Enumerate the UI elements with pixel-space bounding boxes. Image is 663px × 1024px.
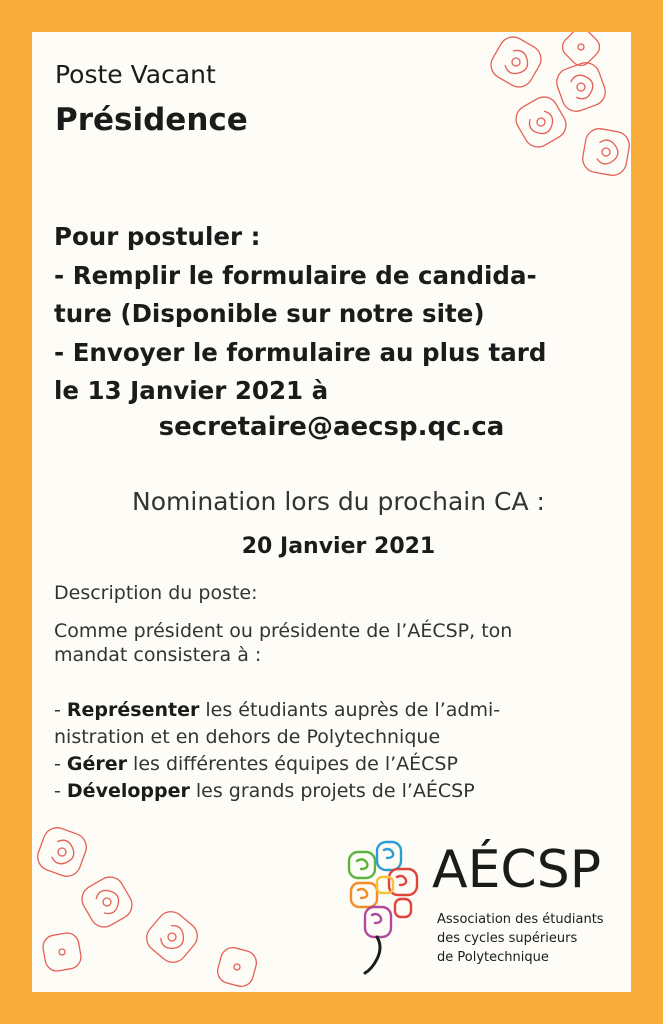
logo-subtitle-line-3: de Polytechnique — [437, 950, 549, 965]
logo-subtitle — [437, 910, 604, 967]
duty-keyword: Développer — [66, 780, 190, 802]
duty-line — [54, 751, 500, 778]
duty-line — [54, 778, 500, 805]
nomination-label: Nomination lors du prochain CA : — [132, 487, 545, 516]
duty-prefix: - — [54, 753, 67, 775]
apply-instructions — [54, 218, 546, 411]
poster-paper — [32, 32, 631, 992]
description-line-1: Comme président ou présidente de l’AÉCSP, ton — [54, 620, 513, 642]
aecsp-logo-icon — [337, 837, 432, 977]
duty-text: les différentes équipes de l’AÉCSP — [127, 753, 458, 775]
duty-keyword: Gérer — [66, 753, 128, 775]
apply-line-2: - Remplir le formulaire de candida- — [54, 260, 537, 290]
poster-title: Présidence — [55, 102, 248, 138]
duty-line — [54, 724, 500, 751]
apply-line-1: Pour postuler : — [54, 222, 261, 251]
duty-text: les étudiants auprès de l’admi- — [199, 699, 501, 721]
apply-line-5: le 13 Janvier 2021 à — [54, 376, 329, 405]
ornament-top-right — [431, 32, 631, 232]
duties-list — [54, 697, 500, 805]
description-text — [54, 619, 512, 667]
contact-email: secretaire@aecsp.qc.ca — [158, 412, 505, 442]
apply-line-4: - Envoyer le formulaire au plus tard — [54, 337, 547, 367]
poster-kicker: Poste Vacant — [55, 60, 216, 89]
logo-subtitle-line-2: des cycles supérieurs — [437, 931, 578, 946]
description-heading: Description du poste: — [54, 582, 258, 604]
duty-line — [54, 697, 500, 724]
duty-prefix: - — [54, 699, 67, 721]
duty-text: nistration et en dehors de Polytechnique — [54, 726, 441, 748]
duty-keyword: Représenter — [66, 699, 200, 721]
logo-subtitle-line-1: Association des étudiants — [437, 912, 604, 927]
description-line-2: mandat consistera à : — [54, 644, 262, 666]
duty-prefix: - — [54, 780, 67, 802]
apply-line-3: ture (Disponible sur notre site) — [54, 299, 485, 328]
ornament-bottom-left — [32, 792, 272, 992]
duty-text: les grands projets de l’AÉCSP — [189, 780, 475, 802]
nomination-date: 20 Janvier 2021 — [241, 534, 436, 559]
logo-acronym: AÉCSP — [432, 840, 602, 900]
